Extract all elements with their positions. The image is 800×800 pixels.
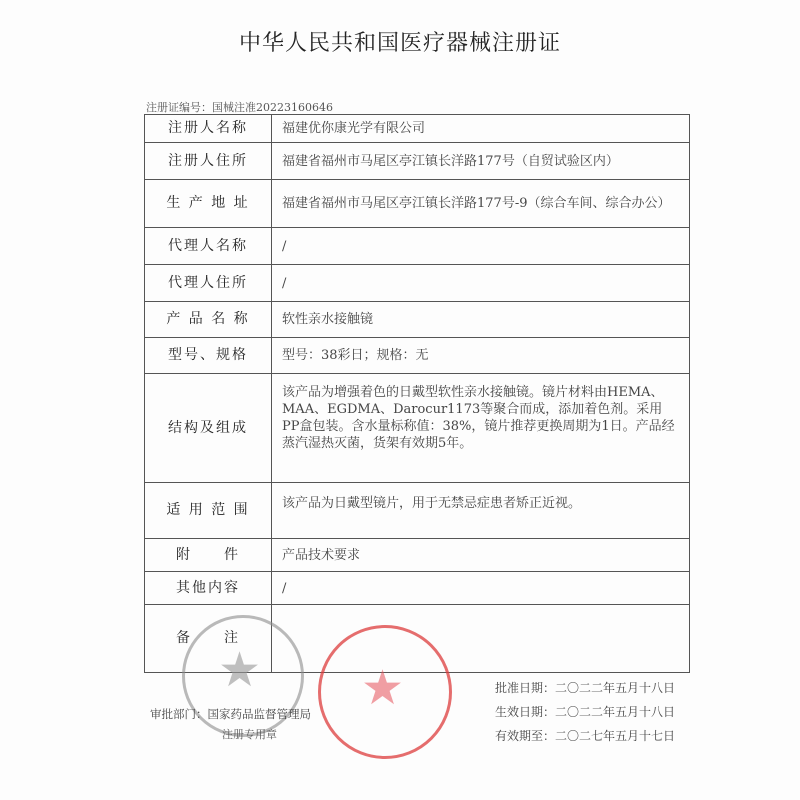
approving-authority: 审批部门：国家药品监督管理局 (150, 707, 311, 721)
row-label: 注册人名称 (145, 115, 272, 143)
row-value: 福建省福州市马尾区亭江镇长洋路177号-9（综合车间、综合办公） (272, 180, 690, 228)
table-row (145, 572, 690, 605)
table-row (145, 483, 690, 539)
row-value: 该产品为日戴型镜片，用于无禁忌症患者矫正近视。 (272, 483, 690, 539)
row-label: 注册人住所 (145, 143, 272, 180)
row-label: 代理人住所 (145, 265, 272, 302)
star-icon: ★ (218, 642, 262, 698)
table-row (145, 338, 690, 374)
expiry-date: 有效期至：二〇二七年五月十七日 (495, 729, 676, 743)
row-label: 代理人名称 (145, 228, 272, 265)
table-row (145, 302, 690, 338)
row-value: 福建省福州市马尾区亭江镇长洋路177号（自贸试验区内） (272, 143, 690, 180)
star-icon: ★ (361, 660, 405, 716)
row-value: 软性亲水接触镜 (272, 302, 690, 338)
row-value: 型号：38彩日；规格：无 (272, 338, 690, 374)
table-row (145, 374, 690, 483)
row-label: 生 产 地 址 (145, 180, 272, 228)
row-value: 产品技术要求 (272, 539, 690, 572)
row-label: 适 用 范 围 (145, 483, 272, 539)
document-title: 中华人民共和国医疗器械注册证 (238, 31, 561, 56)
table-row (145, 228, 690, 265)
row-value: 福建优你康光学有限公司 (272, 115, 690, 143)
effective-date: 生效日期：二〇二二年五月十八日 (495, 705, 676, 719)
approval-date: 批准日期：二〇二二年五月十八日 (495, 681, 676, 695)
row-value: / (272, 572, 690, 605)
table-row (145, 115, 690, 143)
table-row (145, 265, 690, 302)
dates-block (495, 676, 675, 748)
row-label: 附 件 (145, 539, 272, 572)
certificate-table (144, 114, 690, 673)
row-label: 产 品 名 称 (145, 302, 272, 338)
red-company-seal (318, 625, 452, 759)
row-label: 备 注 (145, 605, 272, 673)
table-row (145, 143, 690, 180)
row-label: 结构及组成 (145, 374, 272, 483)
table-row (145, 180, 690, 228)
seal-subtitle: 注册专用章 (222, 728, 277, 741)
row-value: 该产品为增强着色的日戴型软性亲水接触镜。镜片材料由HEMA、MAA、EGDMA、Darocur1173等聚合而成，添加着色剂。采用PP盒包装。含水量标称值：38%，镜片推荐更换周期为1日。产品经蒸汽湿热灭菌，货架有效期5年。 (272, 374, 690, 483)
row-label: 型号、规格 (145, 338, 272, 374)
row-value: / (272, 228, 690, 265)
registration-number: 注册证编号：国械注准20223160646 (146, 101, 333, 114)
table-row (145, 539, 690, 572)
row-value: / (272, 265, 690, 302)
row-label: 其他内容 (145, 572, 272, 605)
